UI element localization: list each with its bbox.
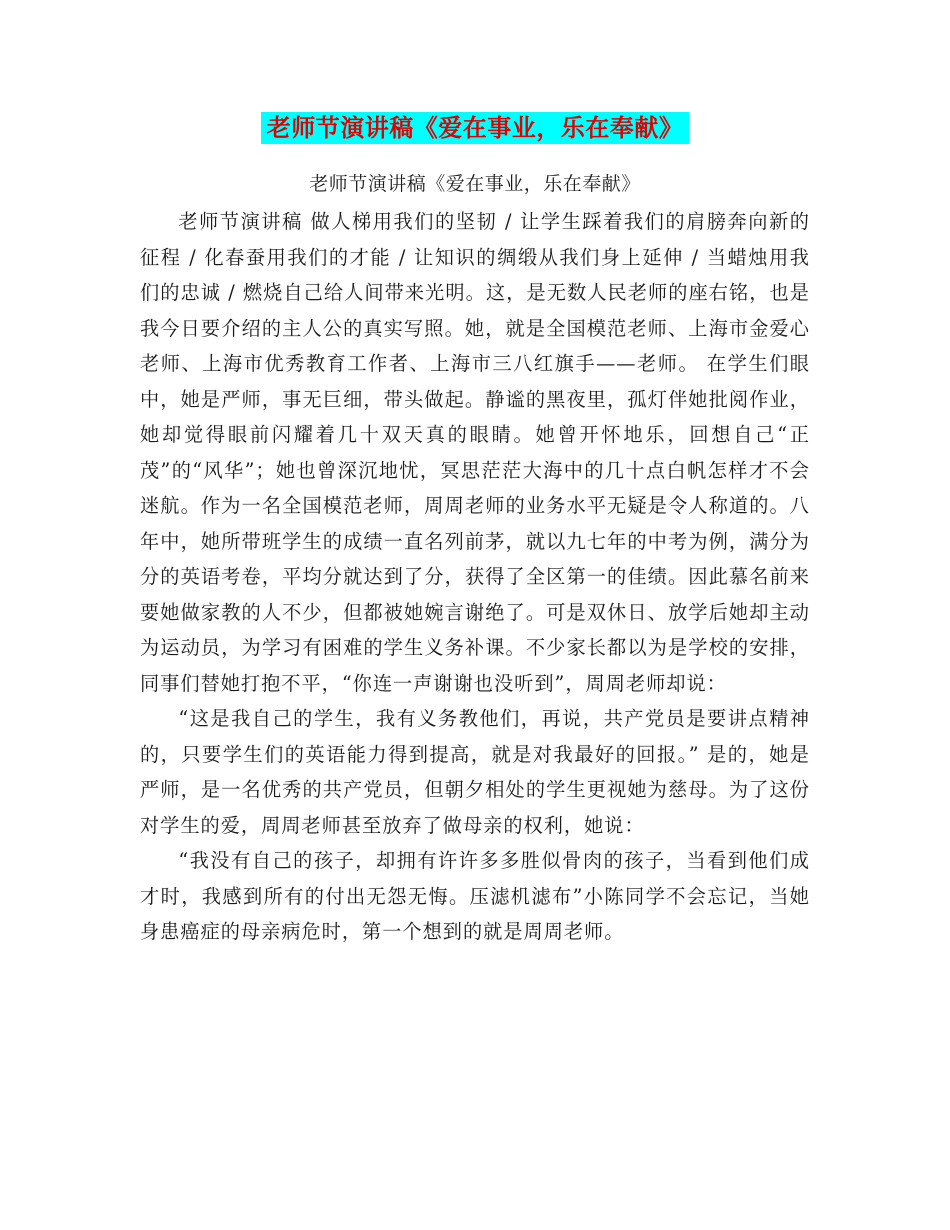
heading-container [0, 112, 950, 144]
paragraph: “这是我自己的学生，我有义务教他们，再说，共产党员是要讲点精神的，只要学生们的英语能力得到提高，就是对我最好的回报。” 是的，她是严师，是一名优秀的共产党员，但朝夕相处的学生更视她为慈母。为了这份对学生的爱，周周老师甚至放弃了做母亲的权利，她说： [140, 707, 810, 837]
document-subtitle: 老师节演讲稿《爱在事业，乐在奉献》 [309, 173, 641, 195]
paragraph: 老师节演讲稿 做人梯用我们的坚韧 / 让学生踩着我们的肩膀奔向新的征程 / 化春蚕用我们的才能 / 让知识的绸缎从我们身上延伸 / 当蜡烛用我们的忠诚 / 燃烧自己给人间带来光明。这，是无数人民老师的座右铭，也是我今日要介绍的主人公的真实写照。她，就是全国模范老师、上海市金爱心老师、上海市优秀教育工作者、上海市三八红旗手——老师。 在学生们眼中，她是严师，事无巨细，带头做起。静谧的黑夜里，孤灯伴她批阅作业，她却觉得眼前闪耀着几十双天真的眼睛。她曾开怀地乐，回想自己“正茂”的“风华”；她也曾深沉地忧，冥思茫茫大海中的几十点白帆怎样才不会迷航。作为一名全国模范老师，周周老师的业务水平无疑是令人称道的。八年中，她所带班学生的成绩一直名列前茅，就以九七年的中考为例，满分为分的英语考卷，平均分就达到了分，获得了全区第一的佳绩。因此慕名前来要她做家教的人不少，但都被她婉言谢绝了。可是双休日、放学后她却主动为运动员，为学习有困难的学生义务补课。不少家长都以为是学校的安排，同事们替她打抱不平，“你连一声谢谢也没听到”，周周老师却说： [140, 210, 810, 695]
document-body [140, 204, 810, 950]
paragraph: “我没有自己的孩子，却拥有许许多多胜似骨肉的孩子，当看到他们成才时，我感到所有的付出无怨无悔。压滤机滤布”小陈同学不会忘记，当她身患癌症的母亲病危时，第一个想到的就是周周老师。 [140, 849, 810, 943]
document-heading: 老师节演讲稿《爱在事业，乐在奉献》 [261, 112, 690, 144]
